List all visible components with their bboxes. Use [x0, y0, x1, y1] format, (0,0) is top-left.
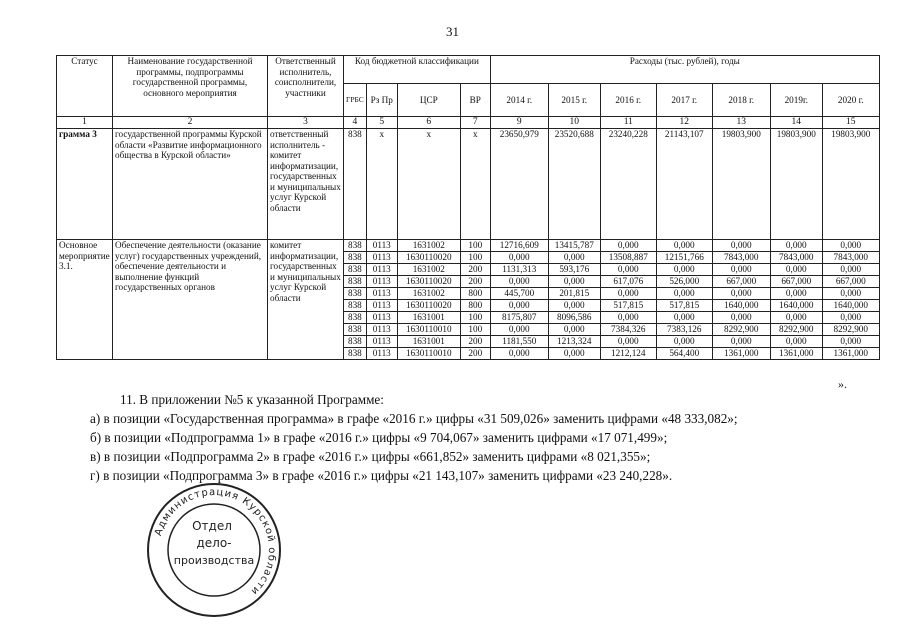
- cell-grbs: 838: [344, 287, 367, 299]
- cell-value: 1361,000: [822, 347, 879, 359]
- cell-rzpr: 0113: [366, 335, 397, 347]
- cell-value: 0,000: [822, 335, 879, 347]
- budget-table: [56, 55, 880, 360]
- cell-value: 617,076: [600, 275, 656, 287]
- office-stamp: [144, 480, 284, 620]
- program-grbs: 838: [344, 128, 367, 239]
- column-number: 1: [57, 117, 113, 129]
- cell-value: 0,000: [770, 311, 822, 323]
- cell-value: 0,000: [712, 335, 770, 347]
- cell-grbs: 838: [344, 275, 367, 287]
- cell-value: 0,000: [548, 347, 600, 359]
- cell-value: 0,000: [548, 251, 600, 263]
- cell-vr: 200: [460, 263, 490, 275]
- cell-value: 7383,126: [656, 323, 712, 335]
- cell-vr: 100: [460, 323, 490, 335]
- cell-value: 0,000: [600, 263, 656, 275]
- cell-value: 517,815: [600, 299, 656, 311]
- column-number: 10: [548, 117, 600, 129]
- cell-value: 1361,000: [712, 347, 770, 359]
- cell-rzpr: 0113: [366, 323, 397, 335]
- header-year: 2018 г.: [712, 84, 770, 117]
- cell-vr: 100: [460, 251, 490, 263]
- cell-csr: 1630110020: [397, 251, 460, 263]
- cell-value: 1640,000: [712, 299, 770, 311]
- cell-value: 0,000: [770, 335, 822, 347]
- cell-vr: 100: [460, 311, 490, 323]
- cell-grbs: 838: [344, 299, 367, 311]
- paragraph-heading: 11. В приложении №5 к указанной Программе:: [120, 392, 384, 407]
- cell-value: 12151,766: [656, 251, 712, 263]
- cell-grbs: 838: [344, 347, 367, 359]
- cell-value: 0,000: [712, 287, 770, 299]
- column-number: 4: [344, 117, 367, 129]
- column-number: 11: [600, 117, 656, 129]
- program-value: 23520,688: [548, 128, 600, 239]
- paragraph-item: г) в позиции «Подпрограмма 3» в графе «2016 г.» цифры «21 143,107» заменить цифрами «23 240,228».: [90, 468, 673, 483]
- cell-value: 13415,787: [548, 239, 600, 251]
- cell-value: 0,000: [490, 299, 548, 311]
- cell-grbs: 838: [344, 251, 367, 263]
- cell-csr: 1631002: [397, 287, 460, 299]
- cell-value: 0,000: [656, 335, 712, 347]
- cell-value: 0,000: [656, 263, 712, 275]
- cell-csr: 1631001: [397, 311, 460, 323]
- cell-value: 445,700: [490, 287, 548, 299]
- header-status: Статус: [57, 56, 113, 117]
- cell-csr: 1631002: [397, 239, 460, 251]
- header-responsible: Ответственный исполнитель, соисполнители, участники: [268, 56, 344, 117]
- cell-value: 1640,000: [822, 299, 879, 311]
- cell-value: 0,000: [712, 239, 770, 251]
- cell-value: 0,000: [548, 323, 600, 335]
- header-year: 2014 г.: [490, 84, 548, 117]
- cell-vr: 800: [460, 299, 490, 311]
- cell-rzpr: 0113: [366, 287, 397, 299]
- column-number: 12: [656, 117, 712, 129]
- cell-value: 564,400: [656, 347, 712, 359]
- cell-value: 8292,900: [822, 323, 879, 335]
- activity-responsible: комитет информатизации, государственных и муниципальных услуг Курской области: [268, 239, 344, 359]
- cell-rzpr: 0113: [366, 239, 397, 251]
- closing-quote: ».: [838, 377, 847, 391]
- cell-value: 0,000: [822, 239, 879, 251]
- cell-value: 0,000: [600, 335, 656, 347]
- cell-value: 0,000: [600, 311, 656, 323]
- program-rzpr: х: [366, 128, 397, 239]
- column-number: 2: [113, 117, 268, 129]
- cell-value: 0,000: [656, 311, 712, 323]
- header-year: 2016 г.: [600, 84, 656, 117]
- cell-value: 0,000: [822, 287, 879, 299]
- cell-value: 1640,000: [770, 299, 822, 311]
- cell-value: 0,000: [656, 239, 712, 251]
- cell-value: 0,000: [770, 263, 822, 275]
- cell-value: 1181,550: [490, 335, 548, 347]
- header-vr: ВР: [460, 84, 490, 117]
- column-number: 7: [460, 117, 490, 129]
- program-responsible: ответственный исполнитель - комитет информатизации, государственных и муниципальных услуг Курской области: [268, 128, 344, 239]
- cell-value: 0,000: [548, 275, 600, 287]
- cell-rzpr: 0113: [366, 263, 397, 275]
- cell-value: 1213,324: [548, 335, 600, 347]
- cell-value: 0,000: [712, 263, 770, 275]
- cell-value: 0,000: [490, 347, 548, 359]
- cell-grbs: 838: [344, 335, 367, 347]
- column-number-row: [57, 117, 880, 129]
- cell-csr: 1630110020: [397, 299, 460, 311]
- cell-value: 0,000: [822, 263, 879, 275]
- column-number: 15: [822, 117, 879, 129]
- paragraph-item: б) в позиции «Подпрограмма 1» в графе «2016 г.» цифры «9 704,067» заменить цифрами «17 071,499»;: [90, 430, 668, 445]
- program-name: государственной программы Курской области «Развитие информационного общества в Курской области»: [113, 128, 268, 239]
- amendment-text: [90, 390, 890, 485]
- header-name: Наименование государственной программы, подпрограммы государственной программы, основного мероприятия: [113, 56, 268, 117]
- program-value: 23240,228: [600, 128, 656, 239]
- header-budget-code: Код бюджетной классификации: [344, 56, 491, 84]
- cell-grbs: 838: [344, 323, 367, 335]
- cell-value: 8175,807: [490, 311, 548, 323]
- program-value: 19803,900: [822, 128, 879, 239]
- activity-name: Обеспечение деятельности (оказание услуг) государственных учреждений, обеспечение деятельности и выполнение функций государственных органов: [113, 239, 268, 359]
- cell-value: 0,000: [490, 323, 548, 335]
- cell-value: 1361,000: [770, 347, 822, 359]
- cell-value: 667,000: [822, 275, 879, 287]
- cell-grbs: 838: [344, 263, 367, 275]
- cell-grbs: 838: [344, 239, 367, 251]
- cell-value: 7843,000: [822, 251, 879, 263]
- cell-value: 13508,887: [600, 251, 656, 263]
- cell-vr: 200: [460, 335, 490, 347]
- header-rzpr: Рз Пр: [366, 84, 397, 117]
- cell-value: 667,000: [770, 275, 822, 287]
- cell-value: 1212,124: [600, 347, 656, 359]
- activity-status: Основное мероприятие 3.1.: [57, 239, 113, 359]
- cell-value: 0,000: [656, 287, 712, 299]
- stamp-line: Отдел: [192, 519, 232, 533]
- header-year: 2019г.: [770, 84, 822, 117]
- program-csr: х: [397, 128, 460, 239]
- cell-value: 7843,000: [712, 251, 770, 263]
- paragraph-item: а) в позиции «Государственная программа» в графе «2016 г.» цифры «31 509,026» заменить цифрами «48 333,082»;: [90, 411, 738, 426]
- column-number: 9: [490, 117, 548, 129]
- cell-rzpr: 0113: [366, 251, 397, 263]
- program-row: [57, 128, 880, 239]
- stamp-ring-text: Администрация Курской области: [152, 486, 278, 598]
- cell-value: 0,000: [490, 275, 548, 287]
- table-row: [57, 239, 880, 251]
- cell-value: 7384,326: [600, 323, 656, 335]
- program-value: 19803,900: [770, 128, 822, 239]
- header-year: 2020 г.: [822, 84, 879, 117]
- cell-csr: 1630110010: [397, 323, 460, 335]
- cell-value: 0,000: [770, 239, 822, 251]
- page-number: 31: [446, 24, 459, 39]
- cell-csr: 1631002: [397, 263, 460, 275]
- stamp-line: дело-: [196, 536, 232, 550]
- cell-value: 667,000: [712, 275, 770, 287]
- program-value: 21143,107: [656, 128, 712, 239]
- column-number: 3: [268, 117, 344, 129]
- cell-csr: 1630110010: [397, 347, 460, 359]
- cell-value: 517,815: [656, 299, 712, 311]
- program-value: 19803,900: [712, 128, 770, 239]
- header-csr: ЦСР: [397, 84, 460, 117]
- cell-rzpr: 0113: [366, 299, 397, 311]
- cell-value: 1131,313: [490, 263, 548, 275]
- header-grbs: ГРБС: [344, 84, 367, 117]
- cell-value: 0,000: [770, 287, 822, 299]
- column-number: 14: [770, 117, 822, 129]
- cell-csr: 1630110020: [397, 275, 460, 287]
- cell-value: 0,000: [548, 299, 600, 311]
- paragraph-item: в) в позиции «Подпрограмма 2» в графе «2016 г.» цифры «661,852» заменить цифрами «8 021,355»;: [90, 449, 651, 464]
- cell-value: 8292,900: [770, 323, 822, 335]
- cell-value: 8096,586: [548, 311, 600, 323]
- cell-rzpr: 0113: [366, 347, 397, 359]
- cell-value: 0,000: [822, 311, 879, 323]
- cell-value: 0,000: [490, 251, 548, 263]
- stamp-line: производства: [173, 554, 255, 567]
- cell-value: 526,000: [656, 275, 712, 287]
- cell-rzpr: 0113: [366, 311, 397, 323]
- program-value: 23650,979: [490, 128, 548, 239]
- cell-value: 0,000: [712, 311, 770, 323]
- cell-vr: 200: [460, 275, 490, 287]
- cell-vr: 100: [460, 239, 490, 251]
- cell-value: 593,176: [548, 263, 600, 275]
- cell-value: 8292,900: [712, 323, 770, 335]
- column-number: 5: [366, 117, 397, 129]
- header-year: 2017 г.: [656, 84, 712, 117]
- cell-value: 0,000: [600, 287, 656, 299]
- header-expenses: Расходы (тыс. рублей), годы: [490, 56, 879, 84]
- cell-value: 7843,000: [770, 251, 822, 263]
- cell-value: 12716,609: [490, 239, 548, 251]
- cell-rzpr: 0113: [366, 275, 397, 287]
- program-status: грамма 3: [57, 128, 113, 239]
- header-year: 2015 г.: [548, 84, 600, 117]
- cell-grbs: 838: [344, 311, 367, 323]
- column-number: 13: [712, 117, 770, 129]
- cell-vr: 800: [460, 287, 490, 299]
- cell-value: 201,815: [548, 287, 600, 299]
- cell-csr: 1631001: [397, 335, 460, 347]
- cell-vr: 200: [460, 347, 490, 359]
- cell-value: 0,000: [600, 239, 656, 251]
- column-number: 6: [397, 117, 460, 129]
- program-vr: х: [460, 128, 490, 239]
